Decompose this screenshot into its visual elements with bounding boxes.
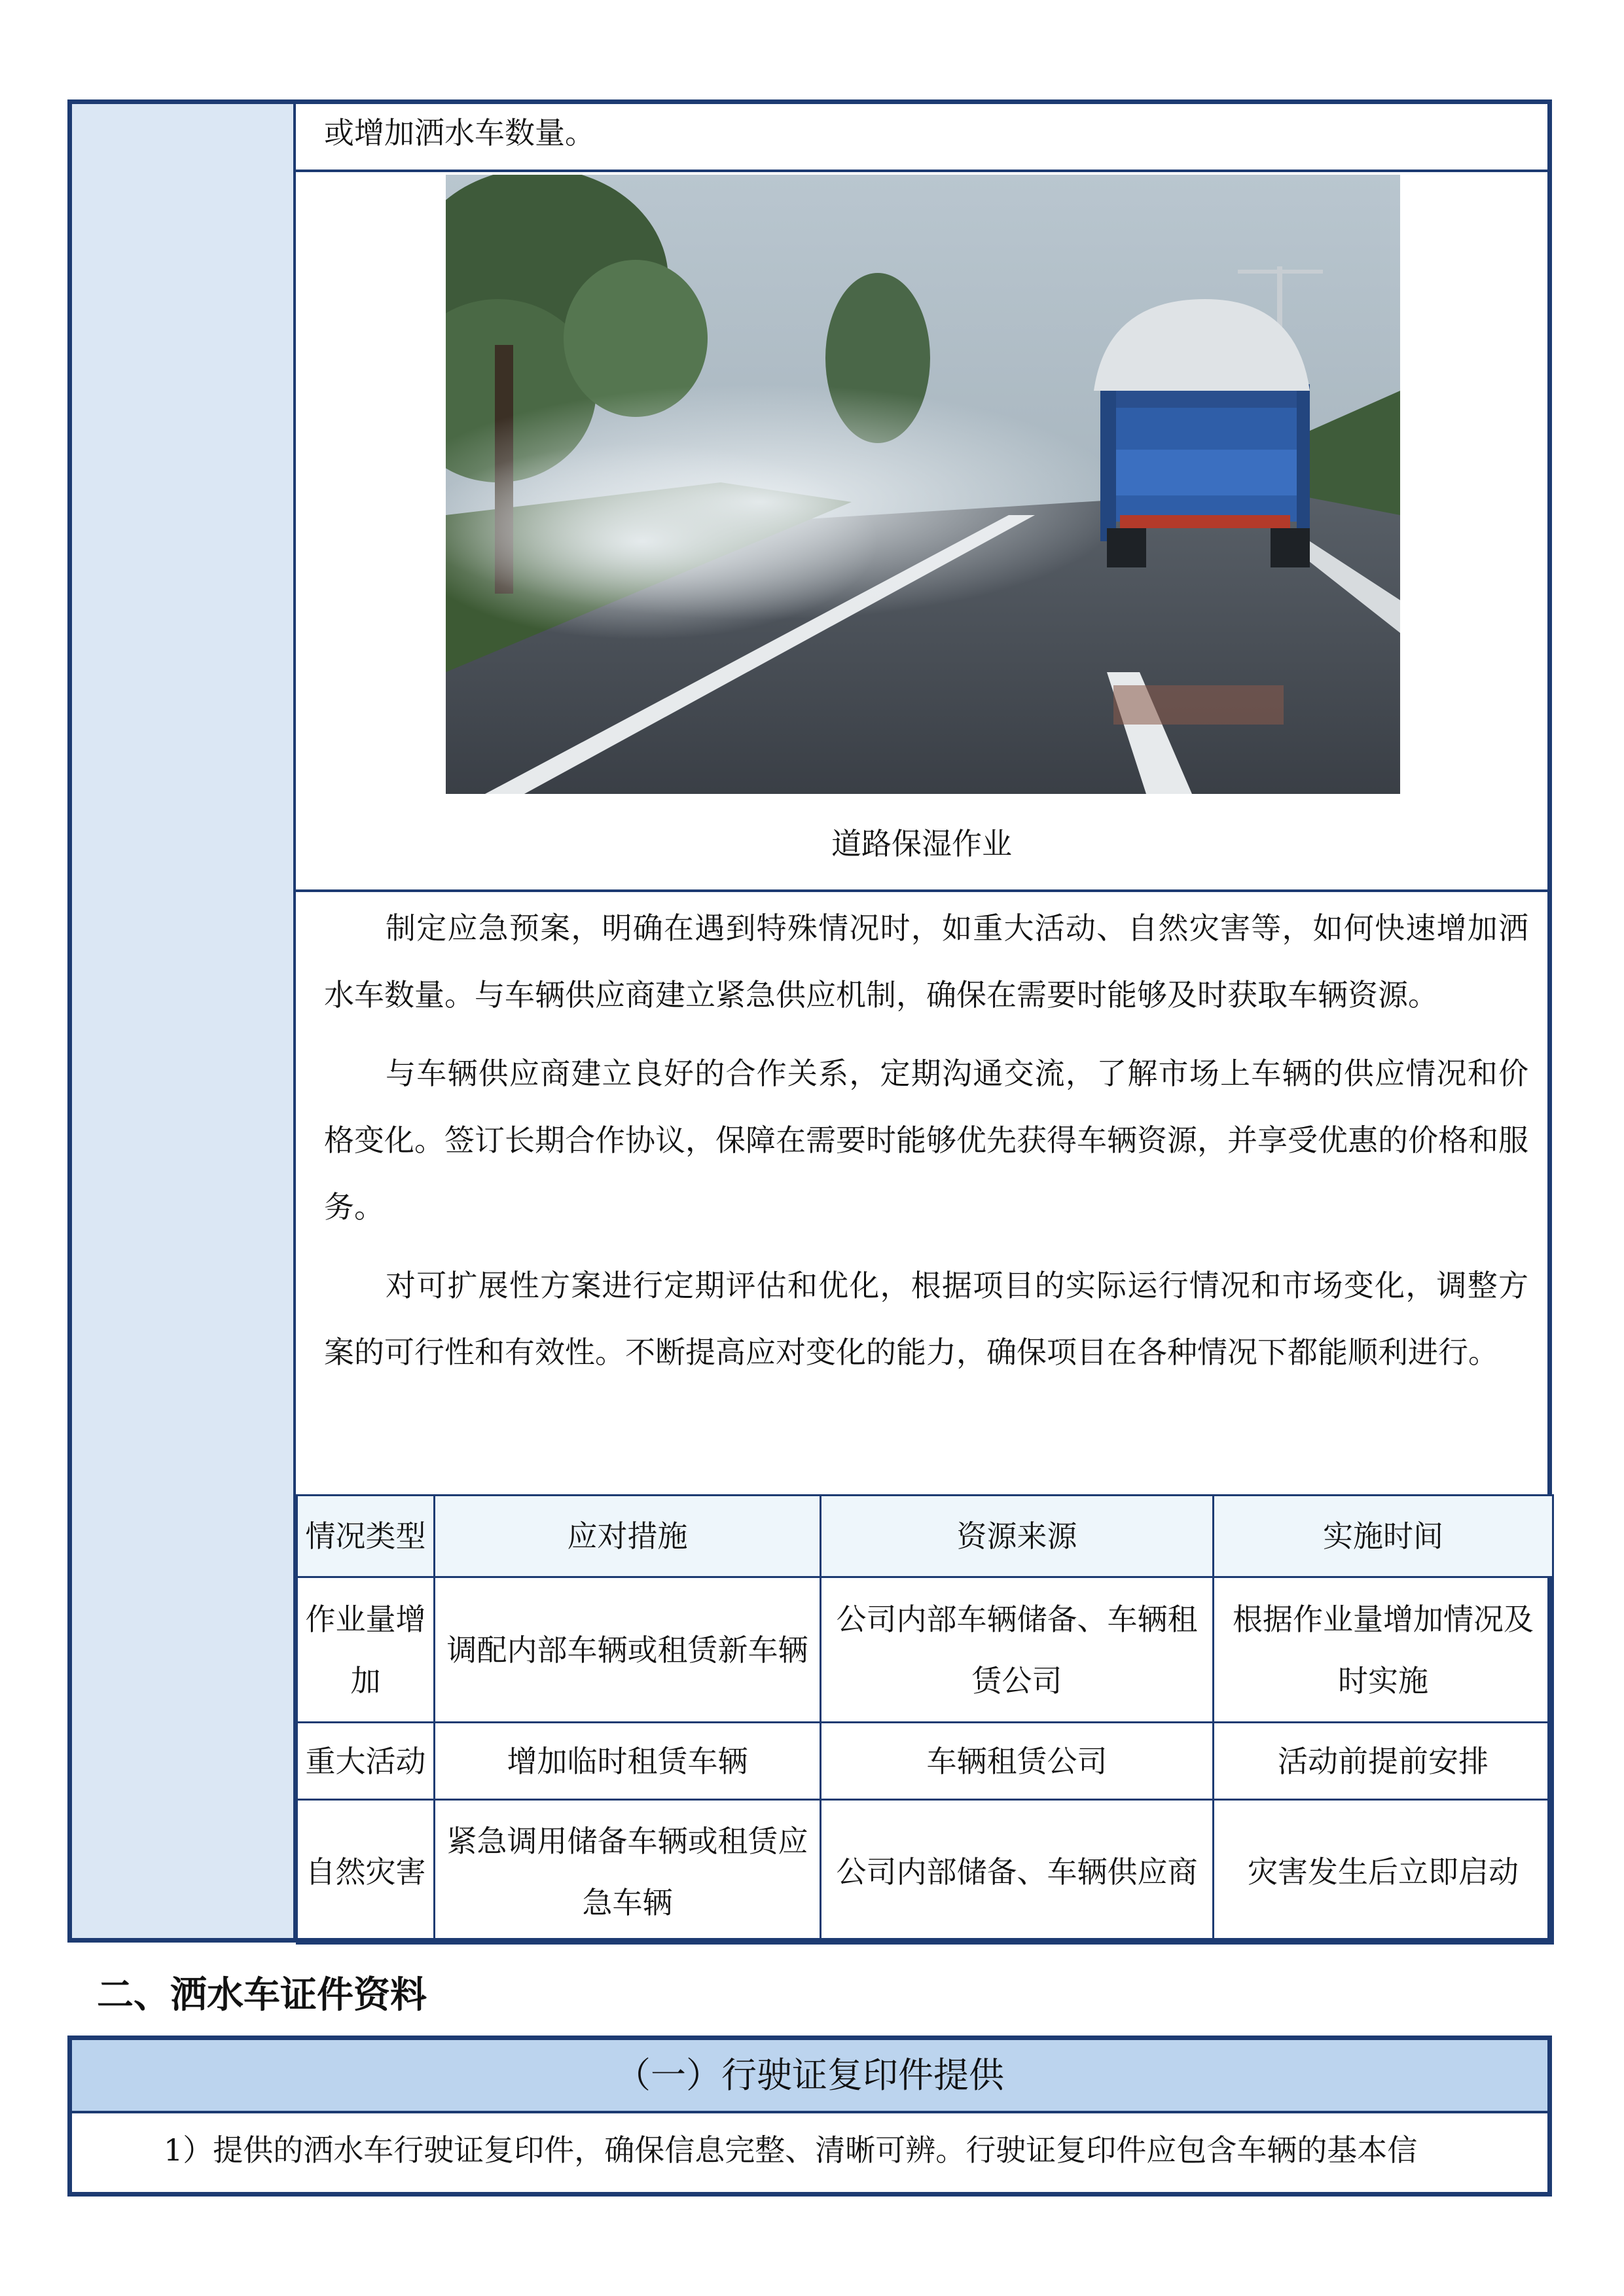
table-cell: 车辆租赁公司 xyxy=(821,1723,1214,1800)
contingency-table xyxy=(296,1494,1554,1945)
table-cell: 活动前提前安排 xyxy=(1214,1723,1553,1800)
table-cell: 调配内部车辆或租赁新车辆 xyxy=(435,1577,821,1723)
table-cell: 灾害发生后立即启动 xyxy=(1214,1800,1553,1944)
header-cell: 情况类型 xyxy=(297,1496,435,1577)
road-watering-photo xyxy=(446,175,1400,794)
header-cell: 应对措施 xyxy=(435,1496,821,1577)
table-header-row xyxy=(297,1496,1553,1577)
table-cell: 作业量增加 xyxy=(297,1577,435,1723)
paragraph: 与车辆供应商建立良好的合作关系，定期沟通交流，了解市场上车辆的供应情况和价格变化。签订长期合作协议，保障在需要时能够优先获得车辆资源，并享受优惠的价格和服务。 xyxy=(324,1056,1528,1225)
continued-text: 或增加洒水车数量。 xyxy=(324,115,595,151)
table-cell: 自然灾害 xyxy=(297,1800,435,1944)
table-row xyxy=(297,1723,1553,1800)
table-cell: 公司内部车辆储备、车辆租赁公司 xyxy=(821,1577,1214,1723)
table-cell: 紧急调用储备车辆或租赁应急车辆 xyxy=(435,1800,821,1944)
header-cell: 资源来源 xyxy=(821,1496,1214,1577)
body-text xyxy=(324,895,1528,1397)
paragraph: 对可扩展性方案进行定期评估和优化，根据项目的实际运行情况和市场变化，调整方案的可行性和有效性。不断提高应对变化的能力，确保项目在各种情况下都能顺利进行。 xyxy=(324,1268,1528,1370)
table-cell: 公司内部储备、车辆供应商 xyxy=(821,1800,1214,1944)
left-column xyxy=(72,104,296,1938)
subsection-text: 1）提供的洒水车行驶证复印件，确保信息完整、清晰可辨。行驶证复印件应包含车辆的基本信 xyxy=(164,2132,1418,2168)
content-frame xyxy=(67,99,1552,1943)
section-heading: 二、洒水车证件资料 xyxy=(97,1974,427,2017)
header-cell: 实施时间 xyxy=(1214,1496,1553,1577)
photo-caption: 道路保湿作业 xyxy=(831,826,1012,861)
table-cell: 重大活动 xyxy=(297,1723,435,1800)
table-cell: 根据作业量增加情况及时实施 xyxy=(1214,1577,1553,1723)
table-row xyxy=(297,1800,1553,1944)
subsection-title: （一）行驶证复印件提供 xyxy=(72,2040,1547,2113)
paragraph: 制定应急预案，明确在遇到特殊情况时，如重大活动、自然灾害等，如何快速增加洒水车数量。与车辆供应商建立紧急供应机制，确保在需要时能够及时获取车辆资源。 xyxy=(324,910,1528,1013)
water-truck-image xyxy=(446,175,1400,794)
divider-line xyxy=(296,170,1547,172)
table-row xyxy=(297,1577,1553,1723)
license-section-frame xyxy=(67,2036,1552,2197)
table-cell: 增加临时租赁车辆 xyxy=(435,1723,821,1800)
divider-line xyxy=(296,889,1547,892)
